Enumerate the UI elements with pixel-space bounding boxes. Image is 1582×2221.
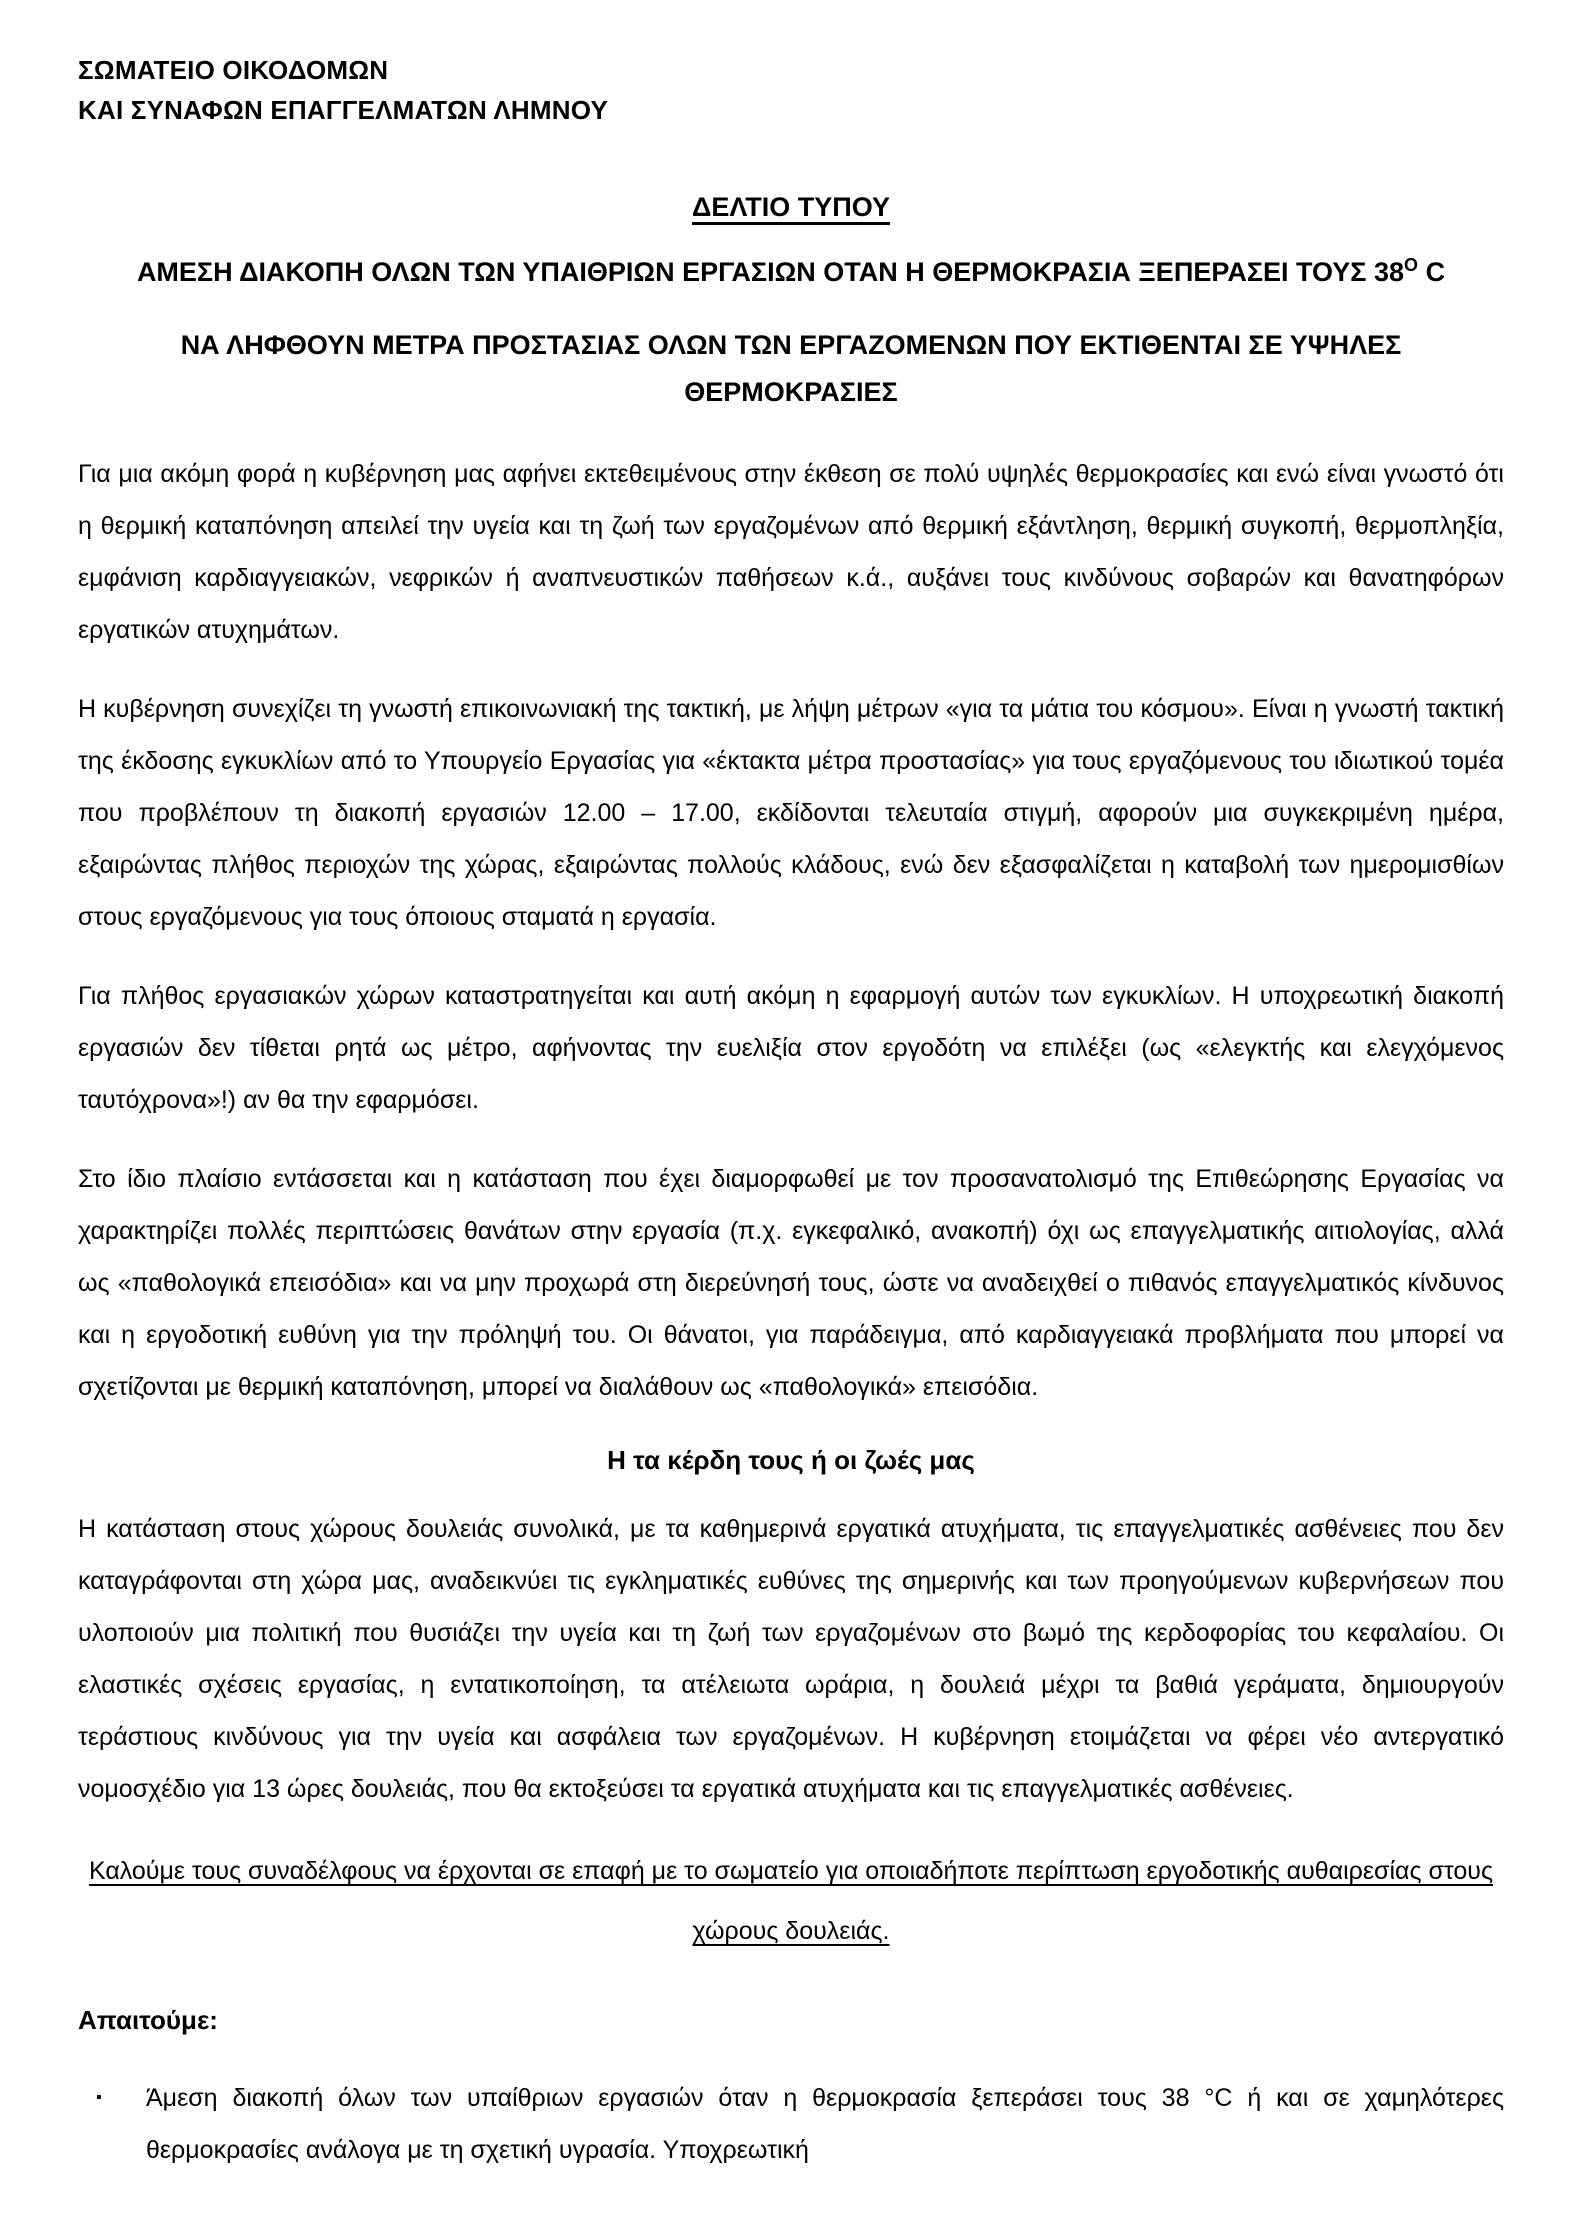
paragraph-5: Η κατάσταση στους χώρους δουλειάς συνολικά, με τα καθημερινά εργατικά ατυχήματα, τις επαγγελματικές ασθένειες που δεν καταγράφονται στη χώρα μας, αναδεικνύει τις εγκληματικές ευθύνες της σημερινής και των προηγούμενων κυβερνήσεων που υλοποιούν μια πολιτική που θυσιάζει την υγεία και τη ζωή των εργαζομένων στο βωμό της κερδοφορίας του κεφαλαίου. Οι ελαστικές σχέσεις εργασίας, η εντατικοποίηση, τα ατέλειωτα ωράρια, η δουλειά μέχρι τα βαθιά γεράματα, δημιουργούν τεράστιους κινδύνους για την υγεία και ασφάλεια των εργαζομένων. Η κυβέρνηση ετοιμάζεται να φέρει νέο αντεργατικό νομοσχέδιο για 13 ώρες δουλειάς, που θα εκτοξεύσει τα εργατικά ατυχήματα και τις επαγγελματικές ασθένειες. bbox=[78, 1515, 1504, 1803]
list-item bbox=[78, 2072, 1504, 2176]
headline-primary-text: ΑΜΕΣΗ ΔΙΑΚΟΠΗ ΟΛΩΝ ΤΩΝ ΥΠΑΙΘΡΙΩΝ ΕΡΓΑΣΙΩΝ ΟΤΑΝ Η ΘΕΡΜΟΚΡΑΣΙΑ ΞΕΠΕΡΑΣΕΙ ΤΟΥΣ 38 bbox=[136, 257, 1405, 287]
square-bullet-icon: ▪ bbox=[96, 2089, 102, 2106]
call-to-action: Καλούμε τους συναδέλφους να έρχονται σε επαφή με το σωματείο για οποιαδήποτε περίπτωση εργοδοτικής αυθαιρεσίας στους χώρους δουλειάς. bbox=[88, 1857, 1494, 1945]
letterhead-line-2: ΚΑΙ ΣΥΝΑΦΩΝ ΕΠΑΓΓΕΛΜΑΤΩΝ ΛΗΜΝΟΥ bbox=[78, 95, 608, 125]
headline-secondary bbox=[78, 322, 1504, 416]
headline-primary-unit: C bbox=[1418, 257, 1446, 287]
paragraph-3: Για πλήθος εργασιακών χώρων καταστρατηγείται και αυτή ακόμη η εφαρμογή αυτών των εγκυκλίων. Η υποχρεωτική διακοπή εργασιών δεν τίθεται ρητά ως μέτρο, αφήνοντας την ευελιξία στον εργοδότη να επιλέξει (ως «ελεγκτής και ελεγχόμενος ταυτόχρονα»!) αν θα την εφαρμόσει. bbox=[78, 982, 1504, 1114]
letterhead-line-1: ΣΩΜΑΤΕΙΟ ΟΙΚΟΔΟΜΩΝ bbox=[78, 55, 389, 85]
press-release-label: ΔΕΛΤΙΟ ΤΥΠΟΥ bbox=[692, 192, 890, 222]
subheading-profits-or-lives: Η τα κέρδη τους ή οι ζωές μας bbox=[607, 1445, 975, 1475]
paragraph-2: Η κυβέρνηση συνεχίζει τη γνωστή επικοινωνιακή της τακτική, με λήψη μέτρων «για τα μάτια του κόσμου». Είναι η γνωστή τακτική της έκδοσης εγκυκλίων από το Υπουργείο Εργασίας για «έκτακτα μέτρα προστασίας» για τους εργαζόμενους του ιδιωτικού τομέα που προβλέπουν τη διακοπή εργασιών 12.00 – 17.00, εκδίδονται τελευταία στιγμή, αφορούν μια συγκεκριμένη ημέρα, εξαιρώντας πλήθος περιοχών της χώρας, εξαιρώντας πολλούς κλάδους, ενώ δεν εξασφαλίζεται η καταβολή των ημερομισθίων στους εργαζόμενους για τους όποιους σταματά η εργασία. bbox=[78, 695, 1504, 931]
demand-1-text: Άμεση διακοπή όλων των υπαίθριων εργασιών όταν η θερμοκρασία ξεπεράσει τους 38 °C ή και σε χαμηλότερες θερμοκρασίες ανάλογα με τη σχετική υγρασία. Υποχρεωτική bbox=[146, 2084, 1504, 2164]
headline-secondary-text: ΝΑ ΛΗΦΘΟΥΝ ΜΕΤΡΑ ΠΡΟΣΤΑΣΙΑΣ ΟΛΩΝ ΤΩΝ ΕΡΓΑΖΟΜΕΝΩΝ ΠΟΥ ΕΚΤΙΘΕΝΤΑΙ ΣΕ ΥΨΗΛΕΣ ΘΕΡΜΟΚΡΑΣΙΕΣ bbox=[180, 330, 1402, 407]
paragraph-4: Στο ίδιο πλαίσιο εντάσσεται και η κατάσταση που έχει διαμορφωθεί με τον προσανατολισμό της Επιθεώρησης Εργασίας να χαρακτηρίζει πολλές περιπτώσεις θανάτων στην εργασία (π.χ. εγκεφαλικό, ανακοπή) όχι ως επαγγελματικής αιτιολογίας, αλλά ως «παθολογικά επεισόδια» και να μην προχωρά στη διερεύνησή τους, ώστε να αναδειχθεί ο πιθανός επαγγελματικός κίνδυνος και η εργοδοτική ευθύνη για την πρόληψή του. Οι θάνατοι, για παράδειγμα, από καρδιαγγειακά προβλήματα που μπορεί να σχετίζονται με θερμική καταπόνηση, μπορεί να διαλάθουν ως «παθολογικά» επεισόδια. bbox=[78, 1165, 1504, 1401]
press-release-label-row bbox=[78, 192, 1504, 223]
headline-primary bbox=[78, 249, 1504, 296]
headline-degree-superscript: Ο bbox=[1404, 255, 1419, 275]
demands-label: Απαιτούμε: bbox=[78, 2005, 218, 2035]
demands-list bbox=[78, 2072, 1504, 2176]
paragraph-1: Για μια ακόμη φορά η κυβέρνηση μας αφήνει εκτεθειμένους στην έκθεση σε πολύ υψηλές θερμοκρασίες και ενώ είναι γνωστό ότι η θερμική καταπόνηση απειλεί την υγεία και τη ζωή των εργαζομένων από θερμική εξάντληση, θερμική συγκοπή, θερμοπληξία, εμφάνιση καρδιαγγειακών, νεφρικών ή αναπνευστικών παθήσεων κ.ά., αυξάνει τους κινδύνους σοβαρών και θανατηφόρων εργατικών ατυχημάτων. bbox=[78, 460, 1504, 644]
letterhead bbox=[78, 50, 1504, 130]
